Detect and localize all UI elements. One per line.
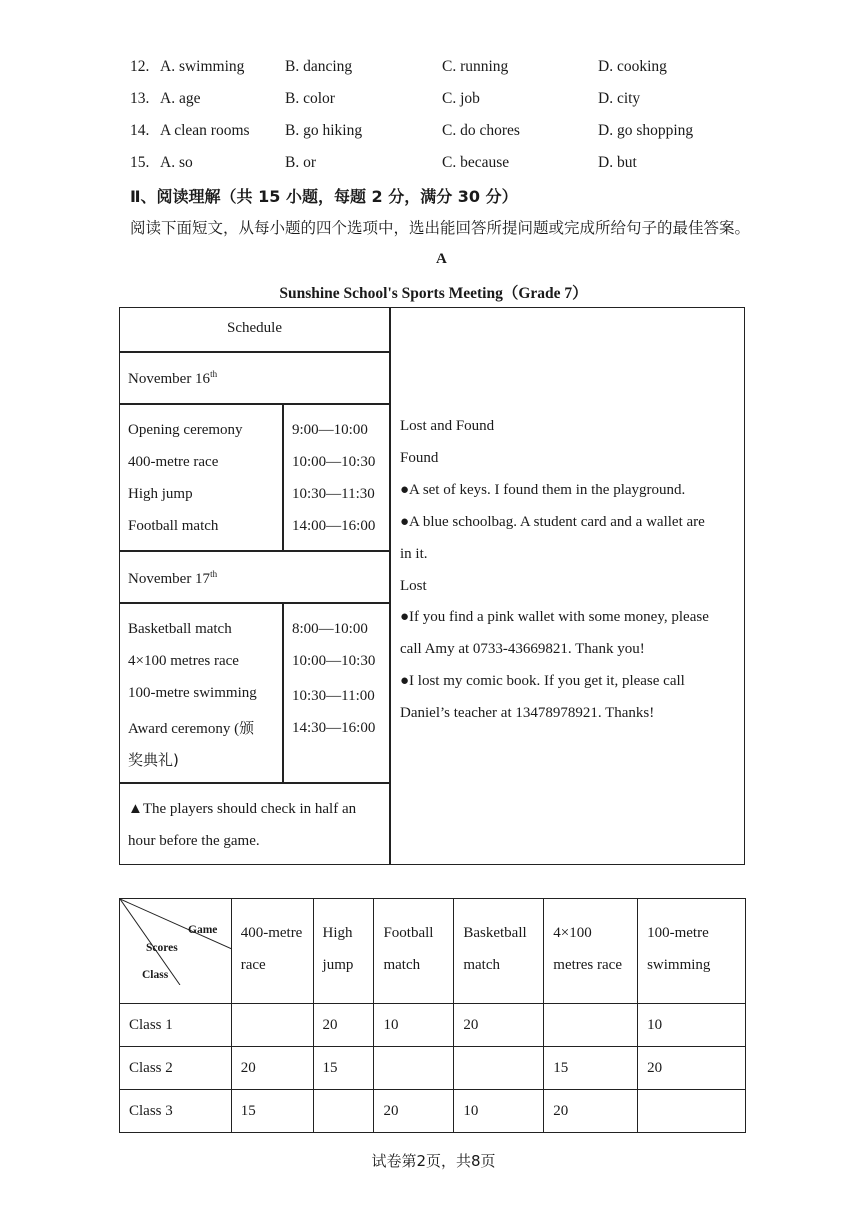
option-a: A. so [160, 154, 193, 171]
class-cell: Class 1 [120, 1004, 232, 1047]
day1-date: November 16th [128, 369, 218, 387]
found-item-cont: in it. [400, 546, 428, 562]
question-12 [130, 58, 750, 82]
score-cell: 20 [313, 1004, 374, 1047]
divider [119, 403, 390, 405]
divider [119, 782, 390, 784]
question-number: 12. [130, 58, 150, 75]
schedule-note: hour before the game. [128, 833, 260, 849]
score-cell: 15 [231, 1090, 313, 1133]
page-footer: 试卷第2页，共8页 [371, 1152, 496, 1170]
event-time: 14:00—16:00 [292, 518, 376, 534]
divider [282, 602, 284, 783]
found-item: ●A set of keys. I found them in the playground. [400, 482, 686, 498]
option-d: D. go shopping [598, 122, 694, 139]
lost-item: ●If you find a pink wallet with some money, please [400, 609, 709, 625]
header-basketball: Basketball match [454, 899, 544, 1004]
score-cell: 10 [374, 1004, 454, 1047]
score-cell: 20 [544, 1090, 638, 1133]
lost-item-cont: call Amy at 0733-43669821. Thank you! [400, 641, 645, 657]
header-swimming: 100-metre swimming [638, 899, 746, 1004]
option-d: D. city [598, 90, 641, 107]
score-cell [374, 1047, 454, 1090]
section-title: Ⅱ、阅读理解（共 15 小题，每题 2 分，满分 30 分） [130, 187, 518, 206]
option-a: A. swimming [160, 58, 245, 75]
event-name: 100-metre swimming [128, 685, 257, 701]
header-relay: 4×100 metres race [544, 899, 638, 1004]
day2-date: November 17th [128, 569, 218, 587]
divider [119, 602, 390, 604]
score-cell: 20 [454, 1004, 544, 1047]
event-name: 400-metre race [128, 454, 219, 470]
divider [282, 403, 284, 551]
score-cell [638, 1090, 746, 1133]
option-c: C. running [442, 58, 509, 75]
corner-game: Game [188, 924, 218, 936]
score-cell: 20 [638, 1047, 746, 1090]
option-b: B. color [285, 90, 335, 107]
score-cell [454, 1047, 544, 1090]
event-time: 10:30—11:00 [292, 688, 375, 704]
passage-title: Sunshine School's Sports Meeting（Grade 7） [279, 285, 588, 302]
option-b: B. or [285, 154, 316, 171]
scores-table [119, 898, 746, 1133]
question-number: 15. [130, 154, 150, 171]
score-cell: 20 [231, 1047, 313, 1090]
corner-class: Class [142, 969, 169, 981]
lost-item: ●I lost my comic book. If you get it, please call [400, 673, 685, 689]
header-football: Football match [374, 899, 454, 1004]
instructions: 阅读下面短文，从每小题的四个选项中，选出能回答所提问题或完成所给句子的最佳答案。 [130, 219, 751, 237]
found-item: ●A blue schoolbag. A student card and a wallet are [400, 514, 705, 530]
lost-found-title: Lost and Found [400, 418, 495, 434]
option-c: C. job [442, 90, 480, 107]
score-cell: 10 [638, 1004, 746, 1047]
passage-label: A [436, 251, 447, 267]
table-row [120, 1047, 746, 1090]
score-cell: 20 [374, 1090, 454, 1133]
event-time: 14:30—16:00 [292, 720, 376, 736]
corner-scores: Scores [146, 942, 178, 954]
option-d: D. but [598, 154, 637, 171]
question-15 [130, 154, 750, 178]
lost-label: Lost [400, 578, 427, 594]
schedule-note: ▲The players should check in half an [128, 801, 357, 817]
option-c: C. because [442, 154, 510, 171]
event-time: 10:00—10:30 [292, 454, 376, 470]
table-row [120, 1090, 746, 1133]
option-b: B. go hiking [285, 122, 363, 139]
event-time: 10:30—11:30 [292, 486, 375, 502]
class-cell: Class 2 [120, 1047, 232, 1090]
header-high-jump: High jump [313, 899, 374, 1004]
event-name: 4×100 metres race [128, 653, 239, 669]
event-name: High jump [128, 486, 193, 502]
option-b: B. dancing [285, 58, 353, 75]
score-cell [231, 1004, 313, 1047]
event-time: 9:00—10:00 [292, 422, 368, 438]
divider [119, 351, 390, 353]
score-cell: 15 [313, 1047, 374, 1090]
question-number: 14. [130, 122, 150, 139]
score-cell: 10 [454, 1090, 544, 1133]
option-c: C. do chores [442, 122, 520, 139]
header-400m: 400-metre race [231, 899, 313, 1004]
event-name: Basketball match [128, 621, 232, 637]
question-14 [130, 122, 750, 146]
option-a: A. age [160, 90, 201, 107]
found-label: Found [400, 450, 439, 466]
event-name-cont: 奖典礼) [128, 751, 179, 769]
event-time: 10:00—10:30 [292, 653, 376, 669]
option-d: D. cooking [598, 58, 667, 75]
option-a: A clean rooms [160, 122, 250, 139]
event-name: Award ceremony (颁 [128, 721, 255, 737]
table-row [120, 1004, 746, 1047]
event-time: 8:00—10:00 [292, 621, 368, 637]
lost-item-cont: Daniel’s teacher at 13478978921. Thanks! [400, 705, 655, 721]
score-cell [313, 1090, 374, 1133]
table-header-row [120, 899, 746, 1004]
event-name: Opening ceremony [128, 422, 243, 438]
divider [119, 550, 390, 552]
question-number: 13. [130, 90, 150, 107]
score-cell: 15 [544, 1047, 638, 1090]
score-cell [544, 1004, 638, 1047]
class-cell: Class 3 [120, 1090, 232, 1133]
schedule-header: Schedule [227, 320, 282, 336]
corner-cell [120, 899, 232, 1004]
event-name: Football match [128, 518, 219, 534]
question-13 [130, 90, 750, 114]
